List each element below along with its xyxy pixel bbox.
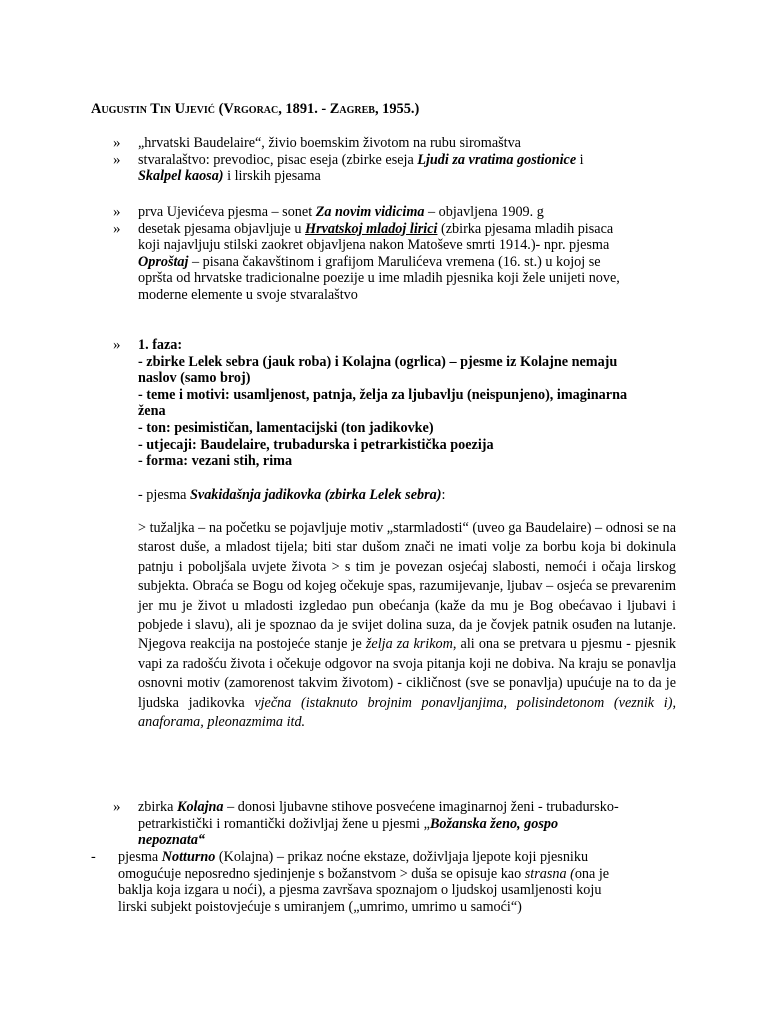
essay-collection-title: Ljudi za vratima gostionice (417, 151, 577, 168)
list-item: » desetak pjesama objavljuje u Hrvatskoj mladoj lirici (zbirka pjesama mladih pisaca koji najavljuju stilski zaokret objavljena nakon Matoševe smrti 1914.)- npr. pjesma Oproštaj – pisana čakavštinom i grafijom Marulićeva vremena (16. st.) u kojoj se opršta od hrvatske tradicionalne poezije u ime mladih pjesnika koji žele unijeti nove, moderne elemente u svoje stvaralaštvo (113, 220, 620, 303)
list-item (91, 135, 681, 152)
works-list (91, 204, 681, 304)
collection-title: Kolajna (177, 799, 224, 815)
poem-title: Svakidašnja jadikovka (zbirka Lelek sebra) (190, 487, 442, 503)
bullet-icon: » (113, 204, 121, 220)
list-item-text: „hrvatski Baudelaire“, živio boemskim životom na rubu siromaštva (138, 135, 521, 151)
kolajna-list (91, 799, 681, 849)
poem-title: Božanska ženo, gospo (429, 815, 559, 832)
bullet-icon: » (113, 220, 121, 237)
list-item: » 1. faza: - zbirke Lelek sebra (jauk roba) i Kolajna (ogrlica) – pjesme iz Kolajne nemaju naslov (samo broj) - teme i motivi: usamljenost, patnja, želja za ljubavlju (neispunjeno), imaginarna žena - ton: pesimističan, lamentacijski (ton jadikovke) - utjecaji: Baudelaire, trubadurska i petrarkistička poezija - forma: vezani stih, rima (113, 337, 628, 470)
bullet-icon: » (113, 799, 121, 815)
poem-title: Za novim vidicima (315, 204, 425, 220)
list-item: - pjesma Notturno (Kolajna) – prikaz noćne ekstaze, doživljaja ljepote koji pjesniku omogućuje neposredno sjedinjenje s božanstvom > duša se opisuje kao strasna (ona je baklja koja izgara u noći), a pjesma završava spoznajom o ljudskoj usamljenosti koju lirski subjekt poistovjećuje s umiranjem („umrimo, umrimo u samoći“) (91, 849, 610, 915)
bullet-icon: » (113, 337, 121, 353)
page-title: Augustin Tin Ujević (Vrgorac, 1891. - Zagreb, 1955.) (91, 101, 420, 117)
dash-bullet-icon: - (91, 849, 96, 865)
poem-title: Oproštaj (138, 253, 189, 270)
bullet-icon: » (113, 135, 121, 151)
intro-list (91, 135, 681, 185)
poem-title: Notturno (161, 849, 216, 865)
list-item: » zbirka Kolajna – donosi ljubavne stihove posvećene imaginarnoj ženi - trubadursko- petrarkistički i romantički doživljaj žene u pjesmi „Božanska ženo, gospo nepoznata“ (113, 799, 619, 849)
poem-analysis-paragraph: > tužaljka – na početku se pojavljuje motiv „starmladosti“ (uveo ga Baudelaire) – odnosi se na starost duše, a mladost tijela; biti star dušom znači ne imati volje za borbu koja bi dokinula patnju i poboljšala uvjete života > s tim je povezan osjećaj slabosti, nemoći i očaja lirskog subjekta. Obraća se Bogu od kojeg očekuje spas, razumijevanje, ljubav – osjeća se prevarenim jer mu je život u mladosti izgledao pun obećanja (kaže da mu je Bog obećavao i ljubavi i pobjede i slavu), ali je spoznao da je svijet dolina suza, da je čovjek patnik osuđen na lutanje. Njegova reakcija na postojeće stanje je želja za krikom, ali ona se pretvara u pjesmu - pjesnik vapi za radošću života i očekuje odgovor na svoja pitanja koji ne dobiva. Na kraju se ponavlja osnovni motiv (zamorenost takvim životom) - cikličnost (sve se ponavlja) upućuje na to da je ljudska jadikovka vječna (istaknuto brojnim ponavljanjima, polisindetonom (veznik i), anaforama, pleonazmima itd. (138, 520, 676, 731)
anthology-title: Hrvatskoj mladoj lirici (305, 220, 438, 237)
notturno-list (91, 849, 681, 915)
poem-heading: - pjesma Svakidašnja jadikovka (zbirka Lelek sebra): (138, 487, 446, 503)
list-item: » stvaralaštvo: prevodioc, pisac eseja (zbirke eseja Ljudi za vratima gostionice i Skalpel kaosa) i lirskih pjesama (113, 151, 584, 185)
phase-heading: 1. faza: (138, 337, 183, 353)
essay-collection-title: Skalpel kaosa) (138, 168, 224, 185)
list-item: » prva Ujevićeva pjesma – sonet Za novim vidicima – objavljena 1909. g (113, 204, 544, 220)
phase-list (91, 337, 681, 470)
bullet-icon: » (113, 151, 121, 168)
